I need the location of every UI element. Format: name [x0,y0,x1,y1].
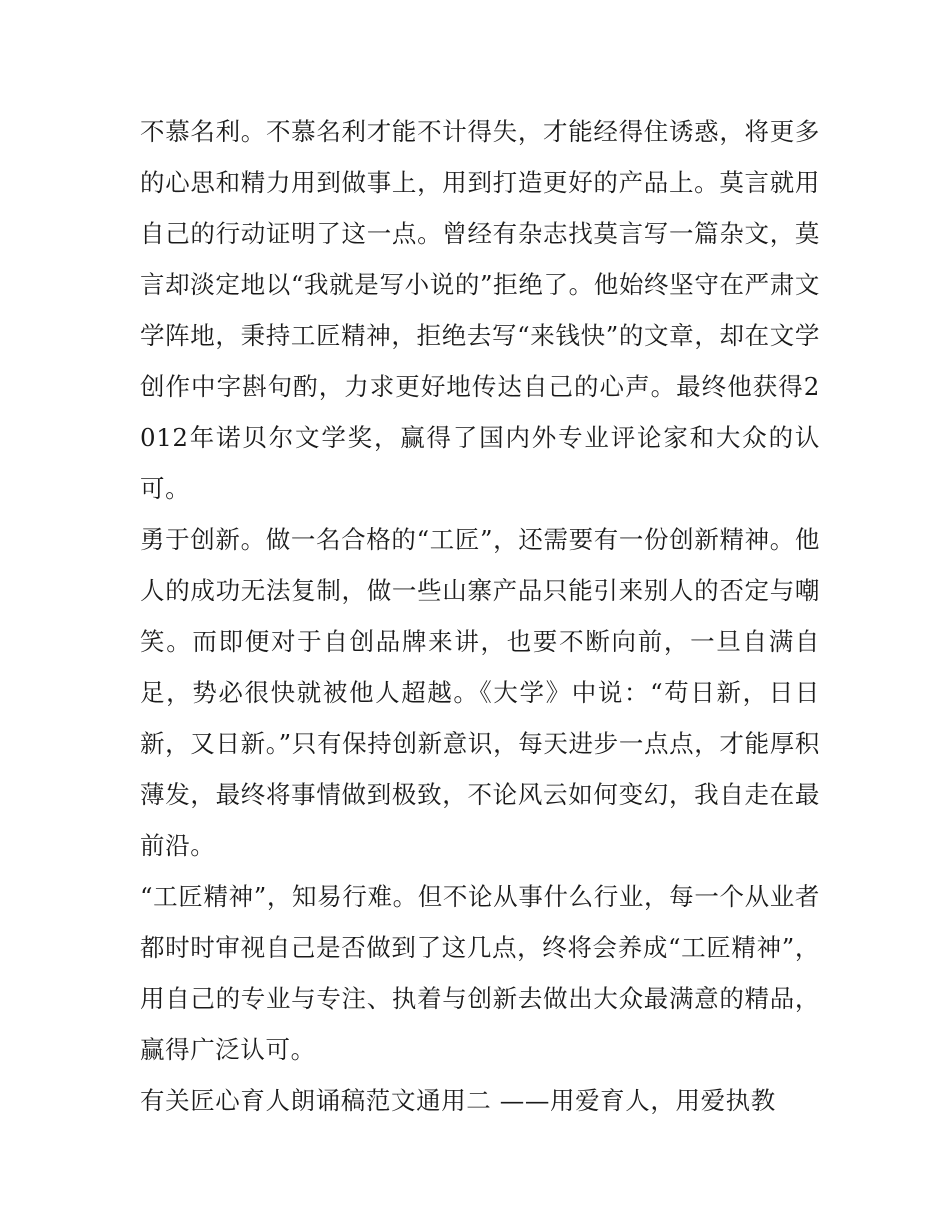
paragraph-craftsman-spirit: “工匠精神”，知易行难。但不论从事什么行业，每一个从业者都时时审视自己是否做到了这几点，终将会养成“工匠精神”，用自己的专业与专注、执着与创新去做出大众最满意的精品，赢得广泛认可。 [140,882,820,1064]
section-heading: 有关匠心育人朗诵稿范文通用二 ——用爱育人，用爱执教 [140,1086,776,1115]
paragraph-fame: 不慕名利。不慕名利才能不计得失，才能经得住诱惑，将更多的心思和精力用到做事上，用到打造更好的产品上。莫言就用自己的行动证明了这一点。曾经有杂志找莫言写一篇杂文，莫言却淡定地以“我就是写小说的”拒绝了。他始终坚守在严肃文学阵地，秉持工匠精神，拒绝去写“来钱快”的文章，却在文学创作中字斟句酌，力求更好地传达自己的心声。最终他获得2012年诺贝尔文学奖，赢得了国内外专业评论家和大众的认可。 [140,117,820,503]
document-page [140,106,820,1126]
paragraph-innovation: 勇于创新。做一名合格的“工匠”，还需要有一份创新精神。他人的成功无法复制，做一些山寨产品只能引来别人的否定与嘲笑。而即便对于自创品牌来讲，也要不断向前，一旦自满自足，势必很快就被他人超越。《大学》中说：“苟日新，日日新，又日新。”只有保持创新意识，每天进步一点点，才能厚积薄发，最终将事情做到极致，不论风云如何变幻，我自走在最前沿。 [140,525,820,860]
